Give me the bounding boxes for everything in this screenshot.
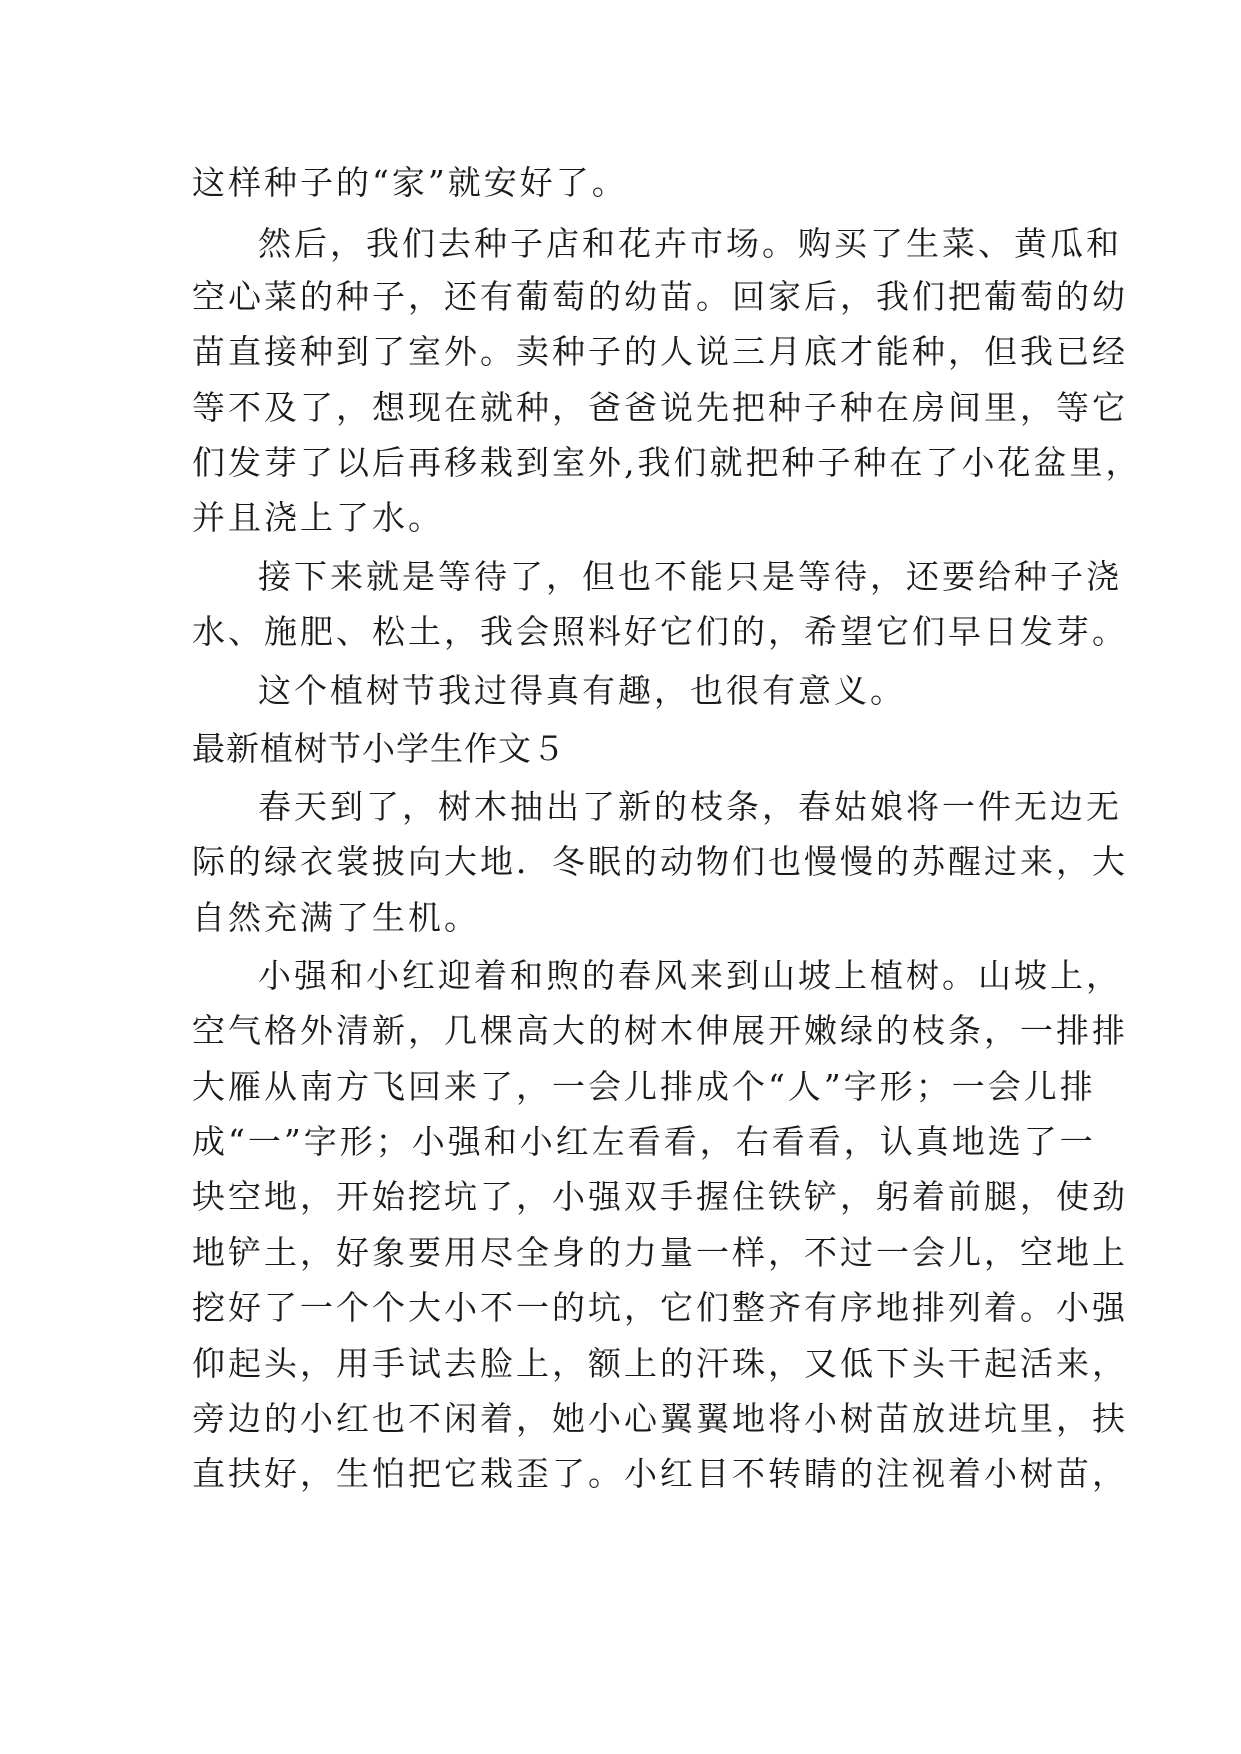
text-line: 直扶好，生怕把它栽歪了。小红目不转睛的注视着小树苗，	[192, 1454, 1128, 1493]
text-line: 挖好了一个个大小不一的坑，它们整齐有序地排列着。小强	[192, 1288, 1128, 1327]
paragraph-start-line: 然后，我们去种子店和花卉市场。购买了生菜、黄瓜和	[258, 224, 1122, 263]
text-line: 块空地，开始挖坑了，小强双手握住铁铲，躬着前腿，使劲	[192, 1177, 1128, 1216]
text-line: 空心菜的种子，还有葡萄的幼苗。回家后，我们把葡萄的幼	[192, 277, 1128, 316]
text-line: 自然充满了生机。	[192, 898, 480, 937]
text-line: 水、施肥、松土，我会照料好它们的，希望它们早日发芽。	[192, 612, 1128, 651]
text-line: 际的绿衣裳披向大地．冬眠的动物们也慢慢的苏醒过来，大	[192, 842, 1128, 881]
text-line: 们发芽了以后再移栽到室外,我们就把种子种在了小花盆里，	[192, 443, 1142, 482]
text-line: 仰起头，用手试去脸上，额上的汗珠，又低下头干起活来，	[192, 1344, 1128, 1383]
text-line: 大雁从南方飞回来了，一会儿排成个“人”字形；一会儿排	[192, 1067, 1096, 1106]
section-heading: 最新植树节小学生作文５	[192, 729, 566, 768]
text-line: 地铲土，好象要用尽全身的力量一样，不过一会儿，空地上	[192, 1233, 1128, 1272]
text-line: 空气格外清新，几棵高大的树木伸展开嫩绿的枝条，一排排	[192, 1011, 1128, 1050]
text-line: 成“一”字形；小强和小红左看看，右看看，认真地选了一	[192, 1122, 1096, 1161]
text-line: 并且浇上了水。	[192, 498, 444, 537]
text-line: 苗直接种到了室外。卖种子的人说三月底才能种，但我已经	[192, 332, 1128, 371]
paragraph-start-line: 接下来就是等待了，但也不能只是等待，还要给种子浇	[258, 557, 1122, 596]
paragraph-start-line: 小强和小红迎着和煦的春风来到山坡上植树。山坡上，	[258, 956, 1122, 995]
text-line: 等不及了，想现在就种，爸爸说先把种子种在房间里，等它	[192, 388, 1128, 427]
text-line: 这样种子的“家”就安好了。	[192, 163, 628, 202]
paragraph-start-line: 春天到了，树木抽出了新的枝条，春姑娘将一件无边无	[258, 787, 1122, 826]
text-line: 旁边的小红也不闲着，她小心翼翼地将小树苗放进坑里，扶	[192, 1399, 1128, 1438]
paragraph-start-line: 这个植树节我过得真有趣，也很有意义。	[258, 671, 906, 710]
